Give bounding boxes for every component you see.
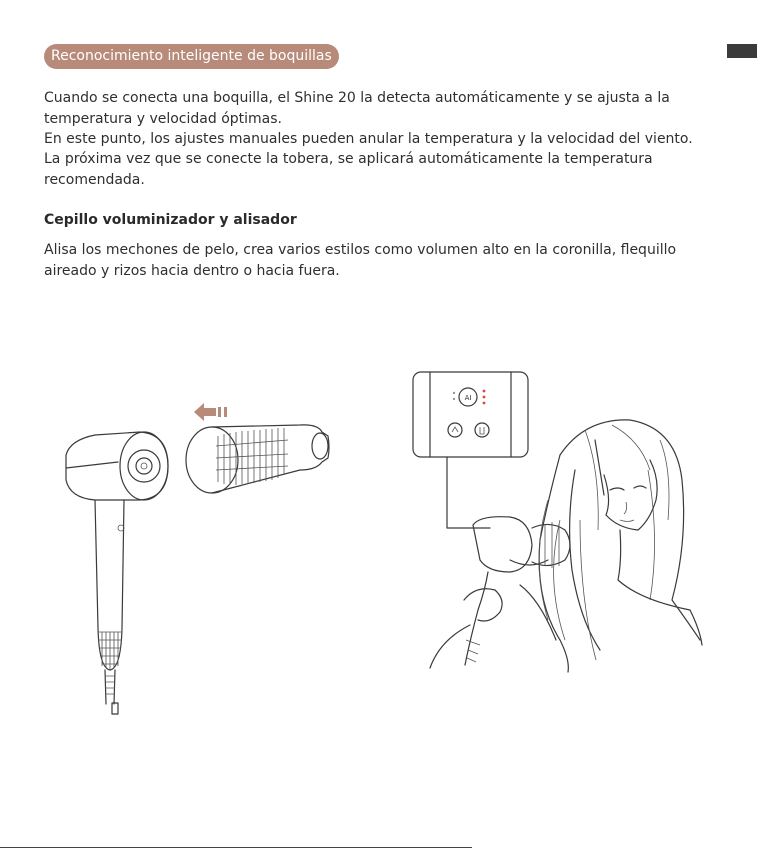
ai-button-label: AI bbox=[464, 394, 472, 402]
hair-dryer-illustration bbox=[66, 432, 168, 714]
woman-styling-illustration bbox=[430, 420, 702, 672]
bottom-rule bbox=[0, 847, 472, 848]
illustration bbox=[0, 360, 757, 720]
subsection-body: Alisa los mechones de pelo, crea varios estilos como volumen alto en la coronilla, flequillo aireado y rizos hacia dentro o hacia fuera. bbox=[44, 242, 677, 279]
subsection-heading: Cepillo voluminizador y alisador bbox=[44, 212, 297, 228]
paragraph-manual-override: En este punto, los ajustes manuales pueden anular la temperatura y la velocidad del viento. bbox=[44, 131, 693, 147]
section-pill-title: Reconocimiento inteligente de boquillas bbox=[44, 44, 339, 69]
paragraph-next-time: La próxima vez que se conecte la tobera, se aplicará automáticamente la temperatura recomendada. bbox=[44, 151, 653, 188]
paragraph-detection: Cuando se conecta una boquilla, el Shine 20 la detecta automáticamente y se ajusta a la temperatura y velocidad óptimas. bbox=[44, 90, 670, 127]
page-tab-marker bbox=[727, 44, 757, 58]
volumizing-brush-illustration bbox=[186, 403, 329, 493]
